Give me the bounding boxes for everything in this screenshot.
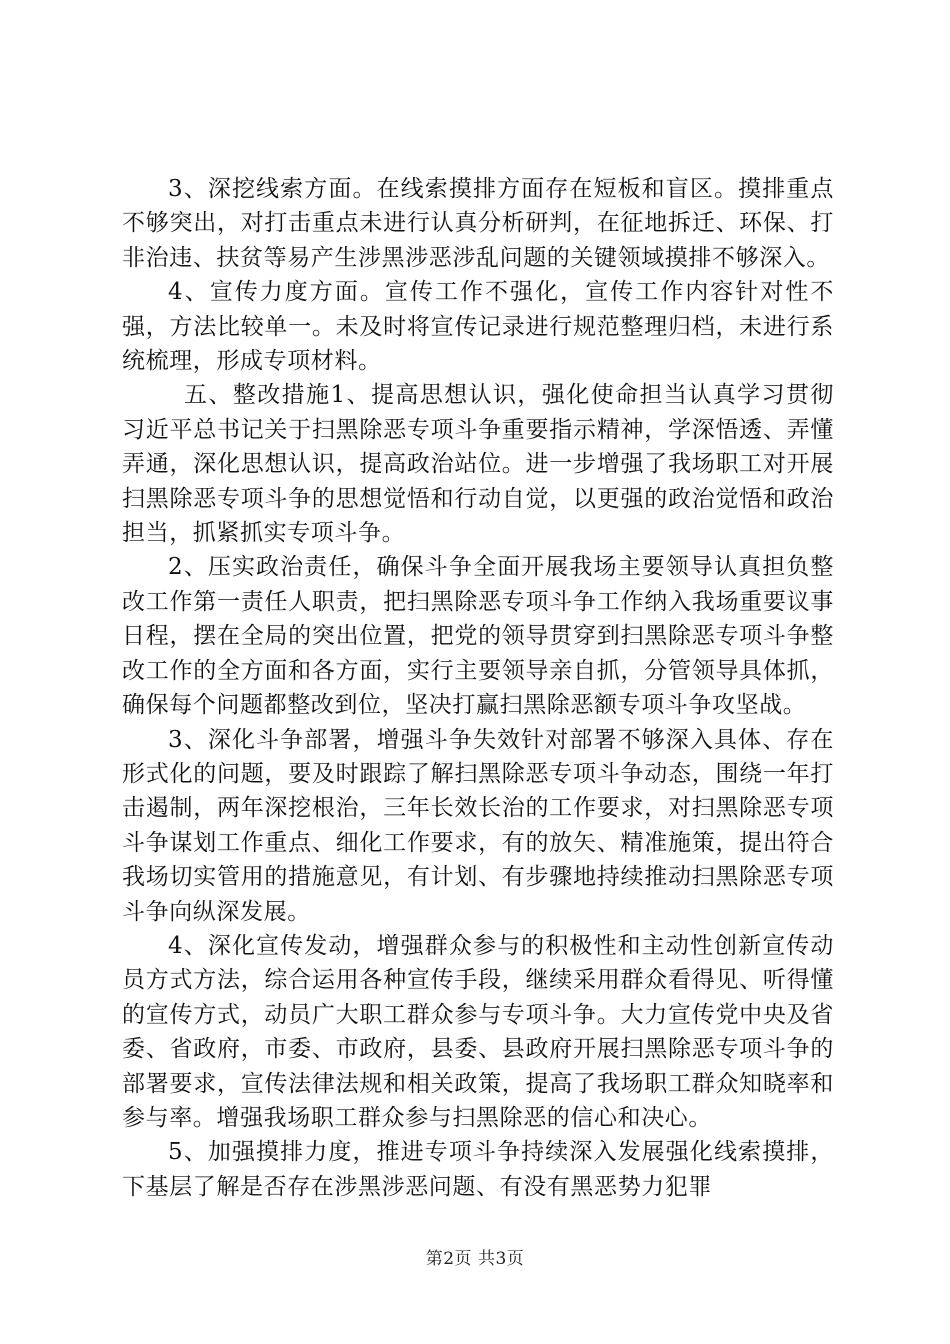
paragraph-rectification-measures: 五、整改措施1、提高思想认识，强化使命担当认真学习贯彻习近平总书记关于扫黑除恶专项斗争重要指示精神，学深悟透、弄懂弄通，深化思想认识，提高政治站位。进一步增强了我场职工对开展扫黑除恶专项斗争的思想觉悟和行动自觉，以更强的政治觉悟和政治担当，抓紧抓实专项斗争。	[122, 382, 834, 547]
paragraph-political-responsibility: 2、压实政治责任，确保斗争全面开展我场主要领导认真担负整改工作第一责任人职责，把扫黑除恶专项斗争工作纳入我场重要议事日程，摆在全局的突出位置，把党的领导贯穿到扫黑除恶专项斗争整改工作的全方面和各方面，实行主要领导亲自抓，分管领导具体抓，确保每个问题都整改到位，坚决打赢扫黑除恶额专项斗争攻坚战。	[122, 554, 834, 719]
paragraph-deployment: 3、深化斗争部署，增强斗争失效针对部署不够深入具体、存在形式化的问题，要及时跟踪了解扫黑除恶专项斗争动态，围绕一年打击遏制，两年深挖根治，三年长效长治的工作要求，对扫黑除恶专项斗争谋划工作重点、细化工作要求，有的放矢、精准施策，提出符合我场切实管用的措施意见，有计划、有步骤地持续推动扫黑除恶专项斗争向纵深发展。	[122, 726, 834, 925]
paragraph-deep-clues: 3、深挖线索方面。在线索摸排方面存在短板和盲区。摸排重点不够突出，对打击重点未进行认真分析研判，在征地拆迁、环保、打非治违、扶贫等易产生涉黑涉恶涉乱问题的关键领域摸排不够深入。	[122, 176, 834, 271]
page-footer: 第2页 共3页	[425, 1249, 525, 1269]
paragraph-publicity: 4、宣传力度方面。宣传工作不强化，宣传工作内容针对性不强，方法比较单一。未及时将宣传记录进行规范整理归档，未进行系统梳理，形成专项材料。	[122, 279, 834, 375]
document-body	[122, 172, 834, 1204]
paragraph-mobilization: 4、深化宣传发动，增强群众参与的积极性和主动性创新宣传动员方式方法，综合运用各种宣传手段，继续采用群众看得见、听得懂的宣传方式，动员广大职工群众参与专项斗争。大力宣传党中央及省委、省政府，市委、市政府，县委、县政府开展扫黑除恶专项斗争的部署要求，宣传法律法规和相关政策，提高了我场职工群众知晓率和参与率。增强我场职工群众参与扫黑除恶的信心和决心。	[122, 932, 834, 1131]
paragraph-investigation: 5、加强摸排力度，推进专项斗争持续深入发展强化线索摸排，下基层了解是否存在涉黑涉恶问题、有没有黑恶势力犯罪	[122, 1139, 834, 1200]
